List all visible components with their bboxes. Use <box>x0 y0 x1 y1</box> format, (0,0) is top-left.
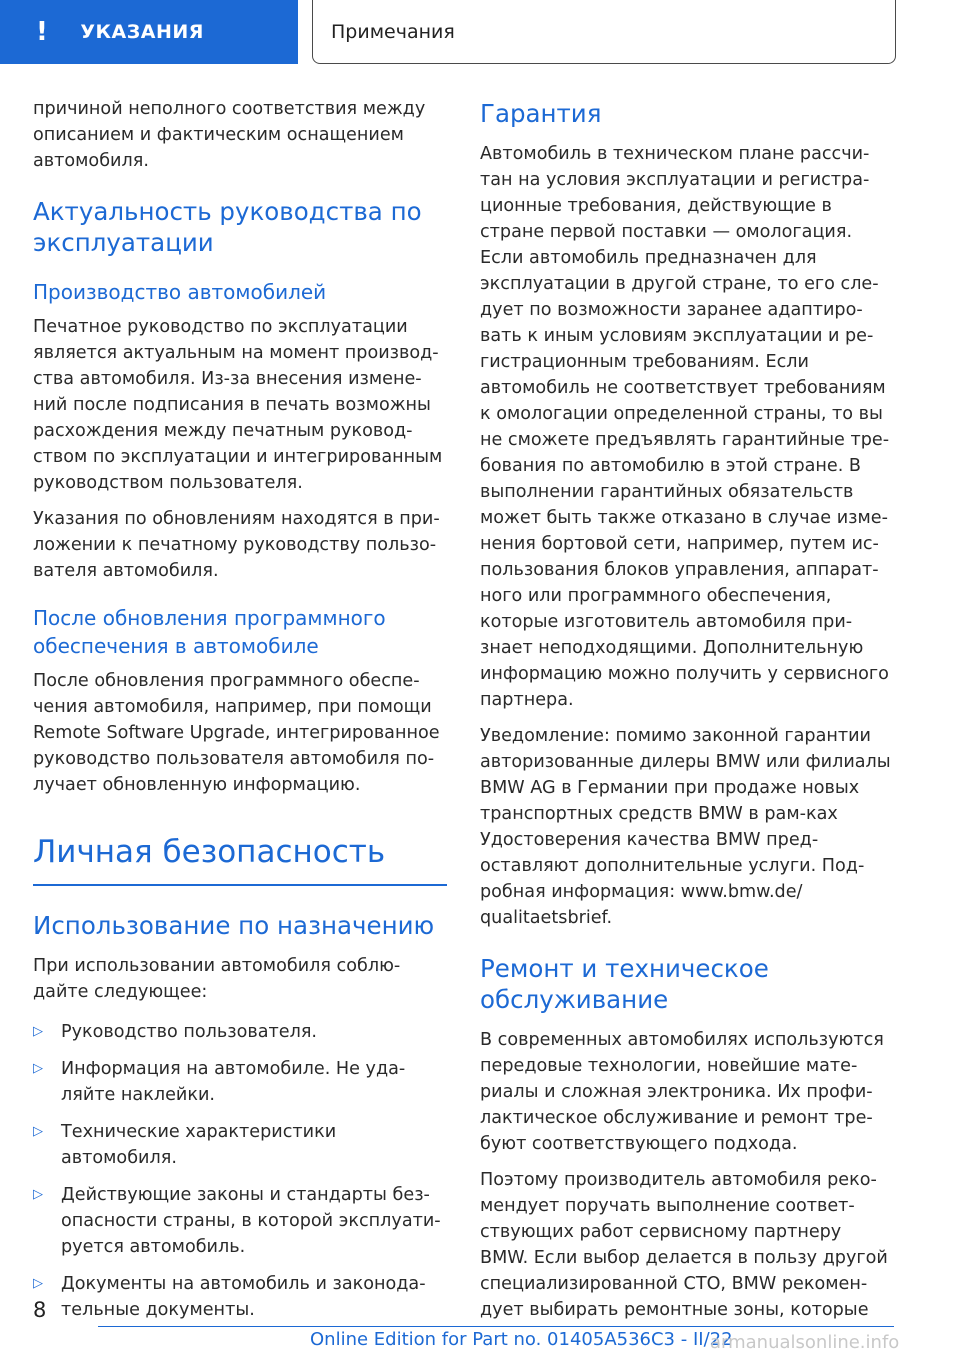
repair-paragraph-2: Поэтому производитель автомобиля реко-мендует поручать выполнение соответ-ствующих работ сервисному партнеру BMW. Если выбор делается в пользу другой специализированной СТО, BMW рекомен-дует выбирать ремонтные зоны, которые <box>480 1170 888 1320</box>
triangle-bullet-icon: ▷ <box>33 1060 43 1076</box>
heading-software-update: После обновления программного обеспечения в автомобиле <box>33 606 386 658</box>
repair-paragraph-1: В современных автомобилях используются передовые технологии, новейшие мате-риалы и сложная электроника. Их профи-лактическое обслуживание и ремонт тре-буют соответствующего подхода. <box>480 1030 884 1154</box>
heading-personal-safety: Личная безопасность <box>33 834 386 870</box>
watermark: armanualsonline.info <box>710 1332 900 1353</box>
footer-divider <box>98 1326 894 1327</box>
section-tab <box>0 0 298 64</box>
update-paragraph: После обновления программного обеспе-чения автомобиля, например, при помощи Remote Software Upgrade, интегрированное руководство пользователя автомобиля по-лучает обновленную информацию. <box>33 671 440 795</box>
exclamation-icon: ! <box>36 17 49 47</box>
intro-paragraph: причиной неполного соответствия между описанием и фактическим оснащением автомобиля. <box>33 99 426 171</box>
usage-paragraph: При использовании автомобиля соблю-дайте следующее: <box>33 955 401 1002</box>
subsection-tab-label: Примечания <box>331 20 455 43</box>
heading-repair-maintenance: Ремонт и техническое обслуживание <box>480 954 769 1014</box>
heading-vehicle-production: Производство автомобилей <box>33 280 327 304</box>
usage-list <box>33 1019 447 1323</box>
footer-edition: Online Edition for Part no. 01405A536C3 - II/22 <box>310 1329 733 1350</box>
triangle-bullet-icon: ▷ <box>33 1275 43 1291</box>
page-number: 8 <box>33 1298 47 1322</box>
warranty-paragraph-1: Автомобиль в техническом плане рассчи-тан на условия эксплуатации и регистра-ционные требования, действующие в стране первой поставки — омологация. Если автомобиль предназначен для эксплуатации в другой стране, то его сле-дует по возможности заранее адаптиро-вать к иным условиям эксплуатации и ре-гистрационным требованиям. Если автомобиль не соответствует требованиям к омологации определенной страны, то вы не сможете предъявлять гарантийные тре-бования по автомобилю в этой стране. В выполнении гарантийных обязательств может быть также отказано в случае изме-нения бортовой сети, например, путем ис-пользования блоков управления, аппарат-ного или программного обеспечения, которые изготовитель автомобиля при-знает неподходящими. Дополнительную информацию можно получить у сервисного партнера. <box>480 144 890 710</box>
heading-warranty: Гарантия <box>480 99 602 128</box>
production-paragraph-1: Печатное руководство по эксплуатации является актуальным на момент производ-ства автомобиля. Из-за внесения измене-ний после подписания в печать возможны расхождения между печатным руковод-ством по эксплуатации и интегрированным руководством пользователя. <box>33 317 443 493</box>
production-paragraph-2: Указания по обновлениям находятся в при-ложении к печатному руководству пользо-вателя автомобиля. <box>33 509 440 581</box>
list-item: ▷ Документы на автомобиль и законода-тельные документы. <box>33 1271 447 1323</box>
list-item: ▷ Руководство пользователя. <box>33 1019 447 1045</box>
triangle-bullet-icon: ▷ <box>33 1023 43 1039</box>
list-item: ▷ Технические характеристики автомобиля. <box>33 1119 447 1171</box>
list-item: ▷ Действующие законы и стандарты без-опасности страны, в которой эксплуати-руется автомобиль. <box>33 1182 447 1260</box>
heading-underline <box>33 884 447 886</box>
right-column <box>480 96 894 1333</box>
heading-intended-use: Использование по назначению <box>33 910 435 940</box>
subsection-tab <box>312 0 896 64</box>
section-tab-label: УКАЗАНИЯ <box>80 21 204 43</box>
warranty-paragraph-2: Уведомление: помимо законной гарантии авторизованные дилеры BMW или филиалы BMW AG в Германии при продаже новых транспортных средств BMW в рам-ках Удостоверения качества BMW пред-оставляют дополнительные услуги. Под-робная информация: www.bmw.de/ qualitaetsbrief. <box>480 726 891 928</box>
triangle-bullet-icon: ▷ <box>33 1186 43 1202</box>
heading-manual-relevance: Актуальность руководства по эксплуатации <box>33 197 422 257</box>
list-item: ▷ Информация на автомобиле. Не уда-ляйте наклейки. <box>33 1056 447 1108</box>
left-column <box>33 96 447 1334</box>
triangle-bullet-icon: ▷ <box>33 1123 43 1139</box>
